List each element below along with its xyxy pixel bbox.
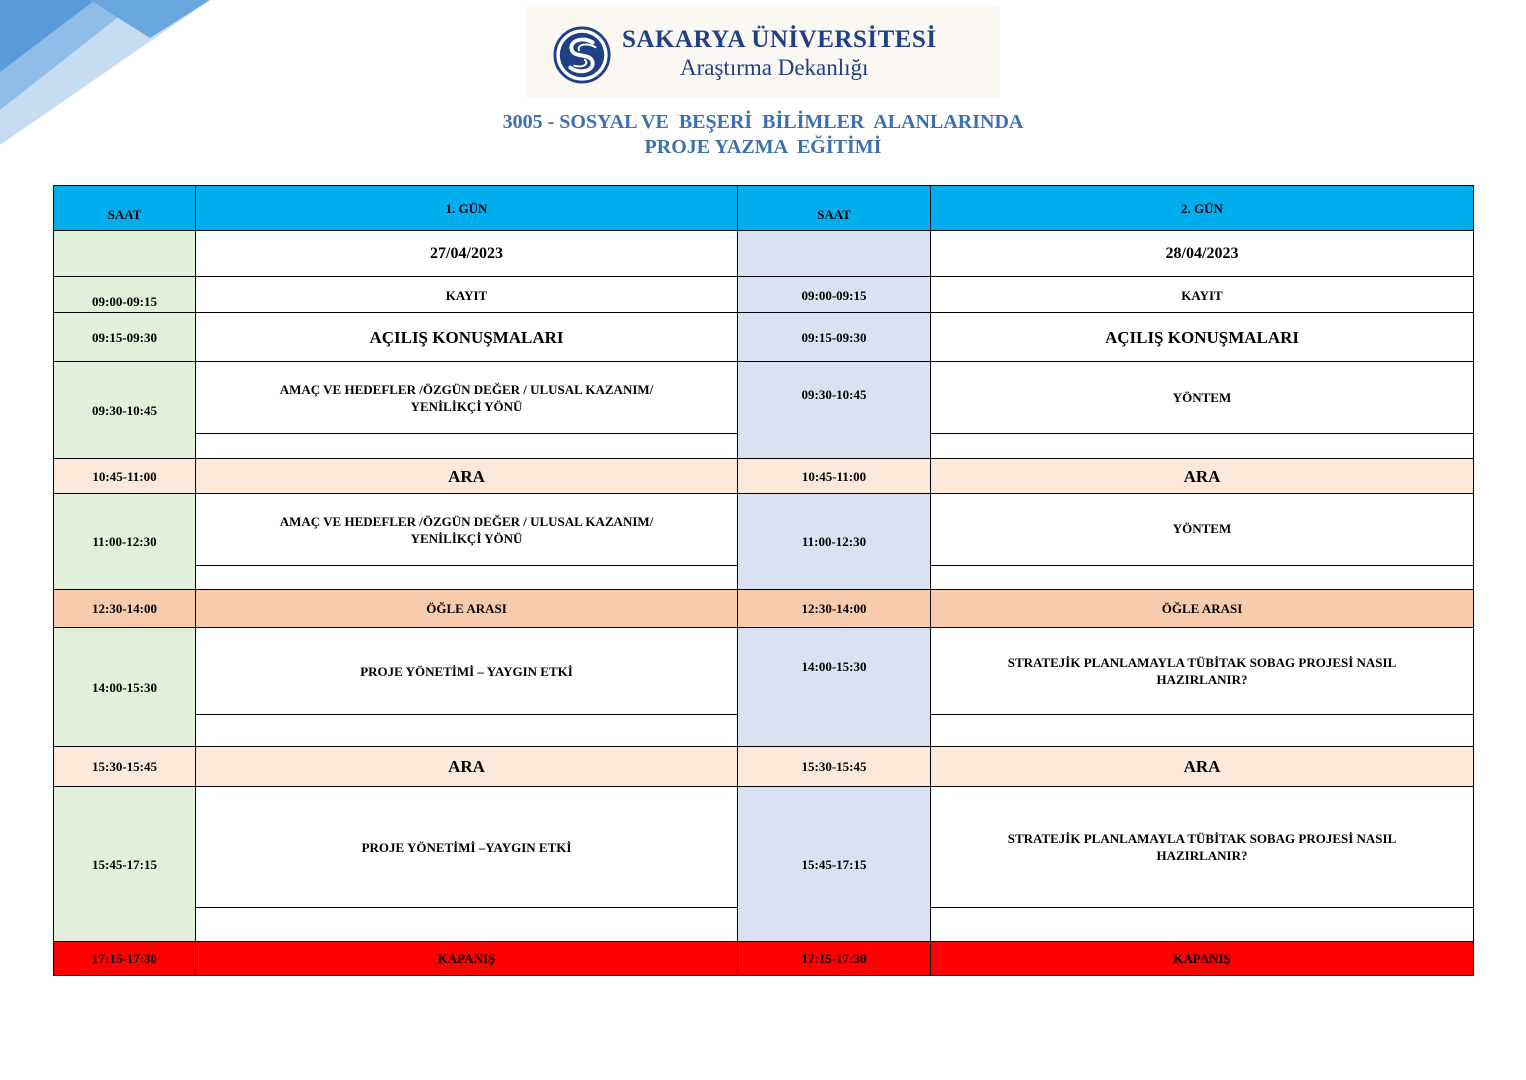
- university-name: SAKARYA ÜNİVERSİTESİ: [622, 26, 937, 53]
- date-row: [54, 231, 1474, 277]
- empty-time-cell: [54, 231, 196, 277]
- time-cell: 15:30-15:45: [54, 747, 196, 787]
- day2-session: KAPANIŞ: [931, 942, 1474, 976]
- time-cell: 17:15-17:30: [54, 942, 196, 976]
- empty-cell: [931, 908, 1474, 942]
- time-cell: 10:45-11:00: [54, 459, 196, 494]
- time-cell: 09:15-09:30: [54, 313, 196, 362]
- saat-header-2: SAAT: [738, 186, 931, 231]
- day2-session: ARA: [931, 459, 1474, 494]
- schedule-row: [54, 313, 1474, 362]
- schedule-row: [54, 362, 1474, 434]
- title-line-1: 3005 - SOSYAL VE BEŞERİ BİLİMLER ALANLARINDA: [502, 111, 1024, 133]
- empty-cell: [931, 434, 1474, 459]
- time-cell: 09:00-09:15: [738, 277, 931, 313]
- schedule-table: [53, 185, 1474, 976]
- empty-cell: [196, 908, 738, 942]
- day1-session: AMAÇ VE HEDEFLER /ÖZGÜN DEĞER / ULUSAL KAZANIM/ YENİLİKÇİ YÖNÜ: [196, 494, 738, 566]
- empty-cell: [196, 566, 738, 590]
- empty-cell: [931, 715, 1474, 747]
- time-cell: 09:30-10:45: [54, 362, 196, 459]
- empty-time-cell: [738, 231, 931, 277]
- time-cell: 09:00-09:15: [54, 277, 196, 313]
- schedule-row: [54, 628, 1474, 715]
- time-cell: 15:45-17:15: [54, 787, 196, 942]
- schedule-row: [54, 277, 1474, 313]
- time-cell: 15:30-15:45: [738, 747, 931, 787]
- time-cell: 14:00-15:30: [738, 628, 931, 747]
- day2-session: YÖNTEM: [931, 362, 1474, 434]
- saat-header-1: SAAT: [54, 186, 196, 231]
- time-cell: 09:30-10:45: [738, 362, 931, 459]
- empty-cell: [196, 715, 738, 747]
- time-cell: 11:00-12:30: [54, 494, 196, 590]
- time-cell: 14:00-15:30: [54, 628, 196, 747]
- day2-session: YÖNTEM: [931, 494, 1474, 566]
- day1-session: AÇILIŞ KONUŞMALARI: [196, 313, 738, 362]
- day2-session: AÇILIŞ KONUŞMALARI: [931, 313, 1474, 362]
- time-cell: 17:15-17:30: [738, 942, 931, 976]
- closing-row: [54, 942, 1474, 976]
- day2-session: STRATEJİK PLANLAMAYLA TÜBİTAK SOBAG PROJESİ NASIL HAZIRLANIR?: [931, 787, 1474, 908]
- empty-cell: [931, 566, 1474, 590]
- day1-session: KAYIT: [196, 277, 738, 313]
- day2-session: STRATEJİK PLANLAMAYLA TÜBİTAK SOBAG PROJESİ NASIL HAZIRLANIR?: [931, 628, 1474, 715]
- schedule-row: [54, 459, 1474, 494]
- day1-session: ARA: [196, 459, 738, 494]
- day2-session: ÖĞLE ARASI: [931, 590, 1474, 628]
- university-emblem-icon: [553, 26, 611, 84]
- time-cell: 09:15-09:30: [738, 313, 931, 362]
- day1-session: PROJE YÖNETİMİ –YAYGIN ETKİ: [196, 787, 738, 908]
- empty-cell: [196, 434, 738, 459]
- day2-session: KAYIT: [931, 277, 1474, 313]
- schedule-row: [54, 787, 1474, 908]
- header-row: [54, 186, 1474, 231]
- time-cell: 12:30-14:00: [54, 590, 196, 628]
- schedule-row: [54, 590, 1474, 628]
- university-logo: [526, 6, 1000, 98]
- time-cell: 10:45-11:00: [738, 459, 931, 494]
- time-cell: 11:00-12:30: [738, 494, 931, 590]
- schedule-row: [54, 494, 1474, 566]
- document-title: [0, 110, 1526, 160]
- day2-date: 28/04/2023: [931, 231, 1474, 277]
- day2-header: 2. GÜN: [931, 186, 1474, 231]
- time-cell: 12:30-14:00: [738, 590, 931, 628]
- day1-session: ÖĞLE ARASI: [196, 590, 738, 628]
- title-line-2: PROJE YAZMA EĞİTİMİ: [644, 136, 882, 158]
- day1-session: AMAÇ VE HEDEFLER /ÖZGÜN DEĞER / ULUSAL KAZANIM/ YENİLİKÇİ YÖNÜ: [196, 362, 738, 434]
- schedule-row: [54, 747, 1474, 787]
- day1-header: 1. GÜN: [196, 186, 738, 231]
- day1-session: PROJE YÖNETİMİ – YAYGIN ETKİ: [196, 628, 738, 715]
- day1-session: KAPANIŞ: [196, 942, 738, 976]
- day1-date: 27/04/2023: [196, 231, 738, 277]
- day1-session: ARA: [196, 747, 738, 787]
- day2-session: ARA: [931, 747, 1474, 787]
- department-name: Araştırma Dekanlığı: [680, 55, 869, 80]
- time-cell: 15:45-17:15: [738, 787, 931, 942]
